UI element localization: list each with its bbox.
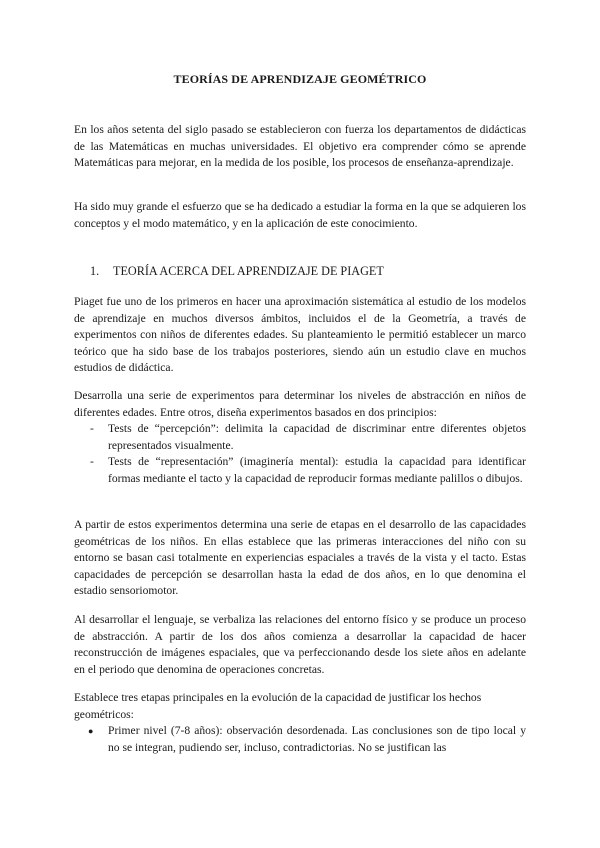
principles-list [74, 421, 526, 487]
list-item-text: Primer nivel (7-8 años): observación desordenada. Las conclusiones son de tipo local y no se integran, pudiendo ser, incluso, contradictorias. No se justifican las [108, 724, 526, 754]
section-heading [90, 264, 384, 279]
section-number: 1. [90, 264, 100, 278]
list-item-text: Tests de “percepción”: delimita la capacidad de discriminar entre diferentes objetos representados visualmente. [108, 422, 526, 452]
section-title: TEORÍA ACERCA DEL APRENDIZAJE DE PIAGET [113, 264, 384, 278]
piaget-paragraph: Piaget fue uno de los primeros en hacer una aproximación sistemática al estudio de los modelos de aprendizaje en muchos diversos ámbitos, incluidos el de la Geometría, a través de experimentos con niños de diferentes edades. Su planteamiento le permitió establecer un marco teórico que ha sido base de los trabajos posteriores, siendo aún un estudio clave en muchos estudios de didáctica. [74, 295, 526, 374]
dash-marker: - [90, 455, 94, 468]
stages-paragraph: A partir de estos experimentos determina una serie de etapas en el desarrollo de las capacidades geométricas de los niños. En ellas establece que las primeras interacciones del niño con su entorno se basan casi totalmente en experiencias espaciales a través de la vista y el tacto. Estas capacidades de percepción se desarrollan hasta la edad de dos años, en lo que denomina el estadio sensoriomotor. [74, 518, 526, 597]
intro-paragraph-1: En los años setenta del siglo pasado se establecieron con fuerza los departamentos de didácticas de las Matemáticas en muchas universidades. El objetivo era comprender cómo se aprende Matemáticas para mejorar, en la medida de los posible, los procesos de enseñanza-aprendizaje. [74, 123, 526, 169]
bullet-icon: ● [88, 726, 94, 736]
list-item [74, 421, 526, 454]
list-item [74, 454, 526, 487]
stages-list [74, 723, 526, 756]
dash-marker: - [90, 422, 94, 435]
intro-paragraph-2: Ha sido muy grande el esfuerzo que se ha dedicado a estudiar la forma en la que se adquieren los conceptos y el modo matemático, y en la aplicación de este conocimiento. [74, 200, 526, 230]
justification-paragraph: Establece tres etapas principales en la evolución de la capacidad de justificar los hechos geométricos: [74, 691, 482, 721]
list-item-text: Tests de “representación” (imaginería mental): estudia la capacidad para identificar formas mediante el tacto y la capacidad de reproducir formas mediante palillos o dibujos. [108, 455, 526, 485]
list-item [74, 723, 526, 756]
document-title: TEORÍAS DE APRENDIZAJE GEOMÉTRICO [173, 72, 427, 86]
language-paragraph: Al desarrollar el lenguaje, se verbaliza las relaciones del entorno físico y se produce un proceso de abstracción. A partir de los dos años comienza a desarrollar la capacidad de hacer reconstrucción de imágenes espaciales, que va perfeccionando desde los siete años en adelante en el periodo que denomina de operaciones concretas. [74, 613, 526, 676]
experiments-paragraph: Desarrolla una serie de experimentos para determinar los niveles de abstracción en niños de diferentes edades. Entre otros, diseña experimentos basados en dos principios: [74, 389, 526, 419]
